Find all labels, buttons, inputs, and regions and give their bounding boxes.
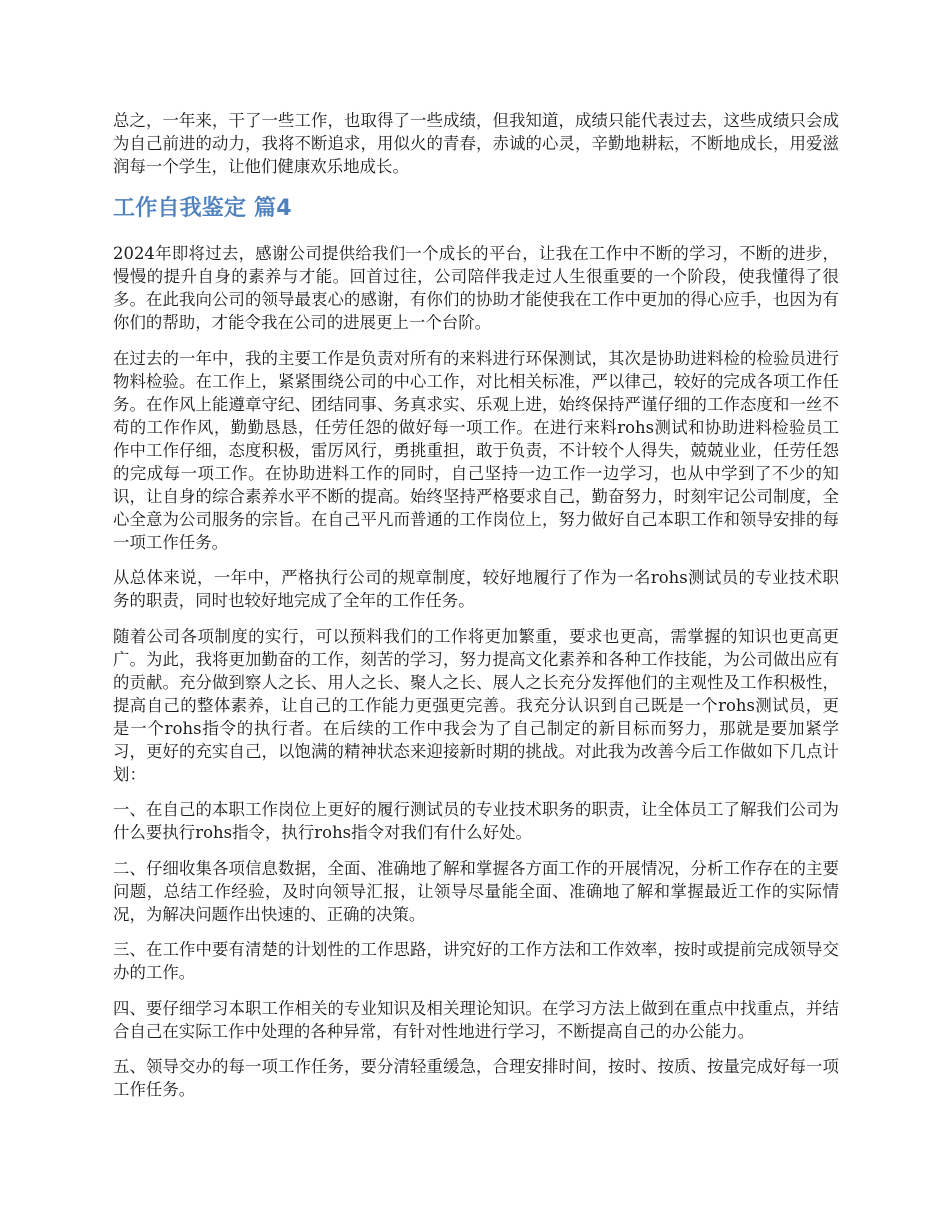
- paragraph-summary: 从总体来说，一年中，严格执行公司的规章制度，较好地履行了作为一名rohs测试员的专业技术职务的职责，同时也较好地完成了全年的工作任务。: [113, 568, 839, 610]
- paragraph-main-duties: 在过去的一年中，我的主要工作是负责对所有的来料进行环保测试，其次是协助进料检的检验员进行物料检验。在工作上，紧紧围绕公司的中心工作，对比相关标准，严以律己，较好的完成各项工作任务。在作风上能遵章守纪、团结同事、务真求实、乐观上进，始终保持严谨仔细的工作态度和一丝不苟的工作作风，勤勤恳恳，任劳任怨的做好每一项工作。在进行来料rohs测试和协助进料检验员工作中工作仔细，态度积极，雷厉风行，勇挑重担，敢于负责，不计较个人得失，兢兢业业，任劳任怨的完成每一项工作。在协助进料工作的同时，自己坚持一边工作一边学习，也从中学到了不少的知识，让自身的综合素养水平不断的提高。始终坚持严格要求自己，勤奋努力，时刻牢记公司制度，全心全意为公司服务的宗旨。在自己平凡而普通的工作岗位上，努力做好自己本职工作和领导安排的每一项工作任务。: [113, 348, 839, 552]
- section-heading: 工作自我鉴定 篇4: [113, 196, 292, 221]
- paragraph-opening: 2024年即将过去，感谢公司提供给我们一个成长的平台，让我在工作中不断的学习，不断的进步，慢慢的提升自身的素养与才能。回首过往，公司陪伴我走过人生很重要的一个阶段，使我懂得了很多。在此我向公司的领导最衷心的感谢，有你们的协助才能使我在工作中更加的得心应手，也因为有你们的帮助，才能令我在公司的进展更上一个台阶。: [113, 244, 839, 332]
- plan-item-1: 一、在自己的本职工作岗位上更好的履行测试员的专业技术职务的职责，让全体员工了解我们公司为什么要执行rohs指令，执行rohs指令对我们有什么好处。: [113, 800, 839, 842]
- document-page: [113, 109, 839, 1114]
- plan-item-2: 二、仔细收集各项信息数据，全面、准确地了解和掌握各方面工作的开展情况，分析工作存在的主要问题，总结工作经验，及时向领导汇报，让领导尽量能全面、准确地了解和掌握最近工作的实际情况，为解决问题作出快速的、正确的决策。: [113, 858, 839, 924]
- plan-item-3: 三、在工作中要有清楚的计划性的工作思路，讲究好的工作方法和工作效率，按时或提前完成领导交办的工作。: [113, 940, 839, 982]
- plan-item-4: 四、要仔细学习本职工作相关的专业知识及相关理论知识。在学习方法上做到在重点中找重点，并结合自己在实际工作中处理的各种异常，有针对性地进行学习，不断提高自己的办公能力。: [113, 998, 839, 1041]
- intro-paragraph: 总之，一年来，干了一些工作，也取得了一些成绩，但我知道，成绩只能代表过去，这些成绩只会成为自己前进的动力，我将不断追求，用似火的青春，赤诚的心灵，辛勤地耕耘，不断地成长，用爱滋润每一个学生，让他们健康欢乐地成长。: [113, 111, 839, 176]
- plan-item-5: 五、领导交办的每一项工作任务，要分清轻重缓急，合理安排时间，按时、按质、按量完成好每一项工作任务。: [113, 1057, 839, 1099]
- paragraph-outlook: 随着公司各项制度的实行，可以预料我们的工作将更加繁重，要求也更高，需掌握的知识也更高更广。为此，我将更加勤奋的工作，刻苦的学习，努力提高文化素养和各种工作技能，为公司做出应有的贡献。充分做到察人之长、用人之长、聚人之长、展人之长充分发挥他们的主观性及工作积极性，提高自己的整体素养，让自己的工作能力更强更完善。我充分认识到自己既是一个rohs测试员，更是一个rohs指令的执行者。在后续的工作中我会为了自己制定的新目标而努力，那就是要加紧学习，更好的充实自己，以饱满的精神状态来迎接新时期的挑战。对此我为改善今后工作做如下几点计划：: [113, 626, 839, 784]
